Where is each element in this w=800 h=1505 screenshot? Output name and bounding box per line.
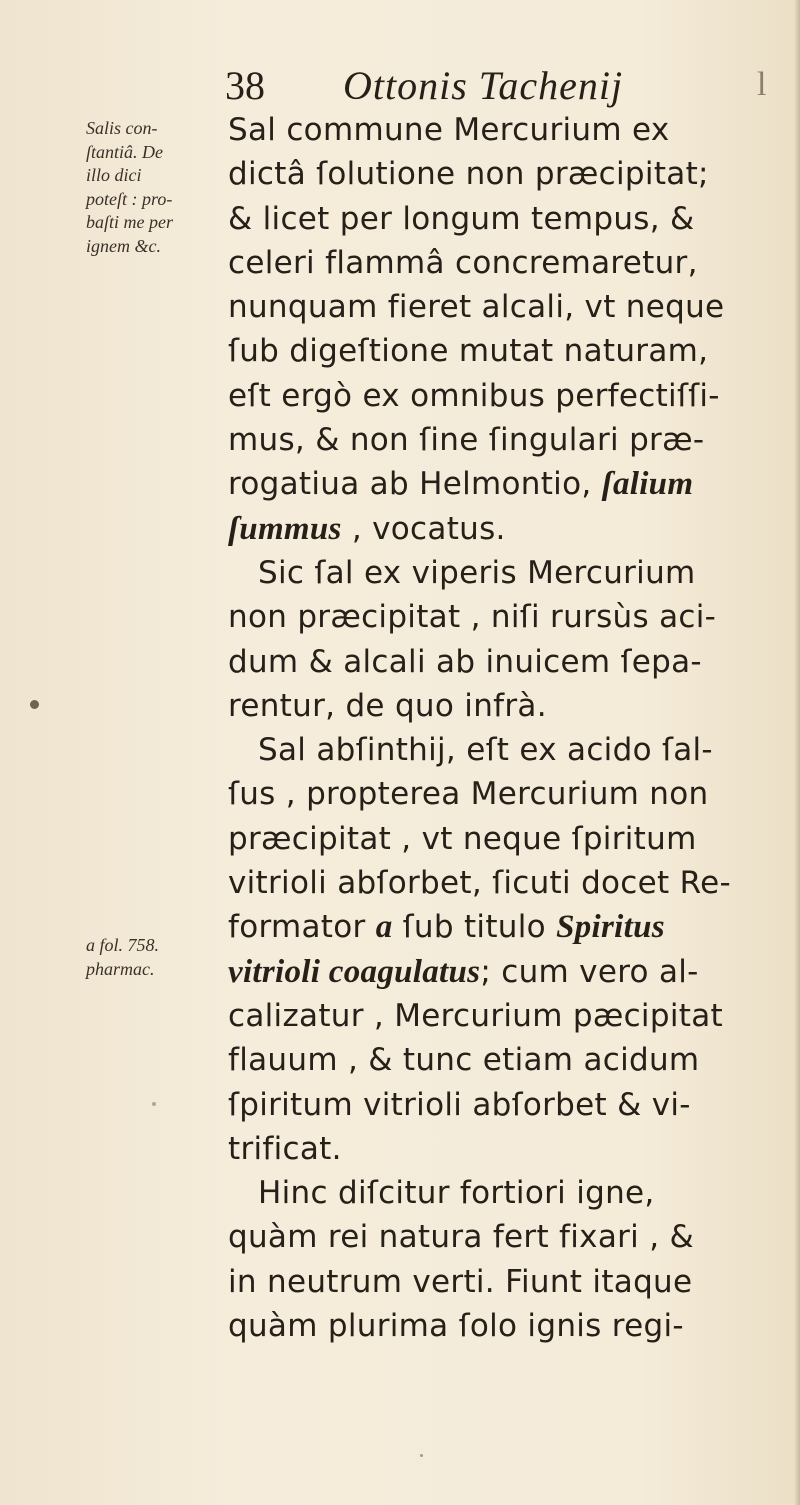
paper-speck (420, 1454, 423, 1457)
page-number: 38 (225, 63, 265, 108)
text-line (228, 817, 773, 861)
italic-segment: ſalium (601, 466, 694, 503)
text-segment: flauum , & tunc etiam acidum (228, 1042, 700, 1079)
margin-note-line: baſti me per (86, 212, 173, 232)
text-segment: nunquam fieret alcali, vt neque (228, 289, 725, 326)
italic-segment: vitrioli coagulatus (228, 953, 481, 990)
text-segment: trificat. (228, 1130, 342, 1167)
margin-note-line: ignem &c. (86, 235, 161, 256)
text-line (228, 595, 773, 639)
text-line (228, 285, 773, 329)
text-line (228, 728, 773, 772)
text-segment: calizatur , Mercurium pæcipitat (228, 997, 723, 1034)
text-line (228, 1127, 773, 1171)
text-segment: formator (228, 909, 376, 946)
text-line (228, 994, 773, 1038)
text-line (228, 1038, 773, 1082)
text-segment: ſub digeſtione mutat naturam, (228, 333, 709, 370)
text-segment: ſpiritum vitrioli abſorbet & vi- (228, 1086, 691, 1123)
text-line (228, 640, 773, 684)
text-segment: ſus , propterea Mercurium non (228, 776, 709, 813)
body-text (228, 108, 773, 1348)
text-segment: quàm plurima ſolo ignis regi- (228, 1308, 684, 1345)
text-segment: rentur, de quo infrà. (228, 687, 547, 724)
text-line (228, 418, 773, 462)
text-line (228, 551, 773, 595)
text-segment: rogatiua ab Helmontio, (228, 466, 602, 503)
page-edge-shadow (794, 0, 800, 1505)
margin-note-line: poteſt : pro- (86, 188, 173, 209)
text-line (228, 861, 773, 905)
margin-note-line: a fol. 758. (86, 935, 160, 955)
text-line (228, 1083, 773, 1127)
text-segment: eſt ergò ex omnibus perfectiſſi- (228, 377, 720, 414)
text-segment: Sic ſal ex viperis Mercurium (258, 554, 696, 591)
italic-segment: a (375, 909, 393, 946)
text-segment: Sal abſinthij, eſt ex acido ſal- (258, 732, 713, 769)
text-line (228, 905, 773, 949)
text-segment: celeri flammâ concremaretur, (228, 244, 698, 281)
text-line (228, 462, 773, 506)
text-segment: præcipitat , vt neque ſpiritum (228, 820, 697, 857)
text-line (228, 507, 773, 551)
text-segment: ; cum vero al- (480, 953, 699, 990)
text-line (228, 1304, 773, 1348)
text-segment: non præcipitat , niſi rursùs aci- (228, 599, 717, 636)
paper-speck (30, 700, 39, 709)
text-line (228, 329, 773, 373)
text-segment: Sal commune Mercurium ex (228, 112, 670, 148)
text-line (228, 1215, 773, 1259)
margin-note-line: pharmac. (86, 958, 155, 979)
text-segment: ſub titulo (392, 909, 557, 946)
italic-segment: Spiritus (556, 909, 665, 946)
text-line (228, 1260, 773, 1304)
margin-note-line: ſtantiâ. De (86, 141, 163, 162)
italic-segment: ſummus (228, 510, 342, 547)
margin-note-line: Salis con- (86, 118, 158, 138)
margin-note-salis (86, 117, 226, 258)
margin-note-reference (86, 934, 226, 981)
text-segment: in neutrum verti. Fiunt itaque (228, 1263, 693, 1300)
margin-note-line: illo dici (86, 165, 142, 185)
text-segment: , vocatus. (341, 510, 506, 547)
running-title: Ottonis Tachenij (343, 63, 624, 108)
text-line (228, 772, 773, 816)
text-segment: quàm rei natura fert fixari , & (228, 1219, 695, 1256)
text-line (228, 950, 773, 994)
text-segment: vitrioli abſorbet, ſicuti docet Re- (228, 865, 731, 902)
header-mark: l (757, 66, 767, 103)
text-line (228, 374, 773, 418)
text-segment: & licet per longum tempus, & (228, 200, 695, 237)
text-segment: dictâ ſolutione non præcipitat; (228, 156, 709, 193)
text-segment: Hinc diſcitur fortiori igne, (258, 1175, 655, 1212)
text-line (228, 197, 773, 241)
text-line (228, 1171, 773, 1215)
text-line (228, 684, 773, 728)
text-line (228, 108, 773, 152)
paper-speck (152, 1102, 156, 1106)
text-line (228, 152, 773, 196)
text-segment: dum & alcali ab inuicem ſepa- (228, 643, 702, 680)
text-line (228, 241, 773, 285)
text-segment: mus, & non ſine ſingulari præ- (228, 422, 705, 459)
